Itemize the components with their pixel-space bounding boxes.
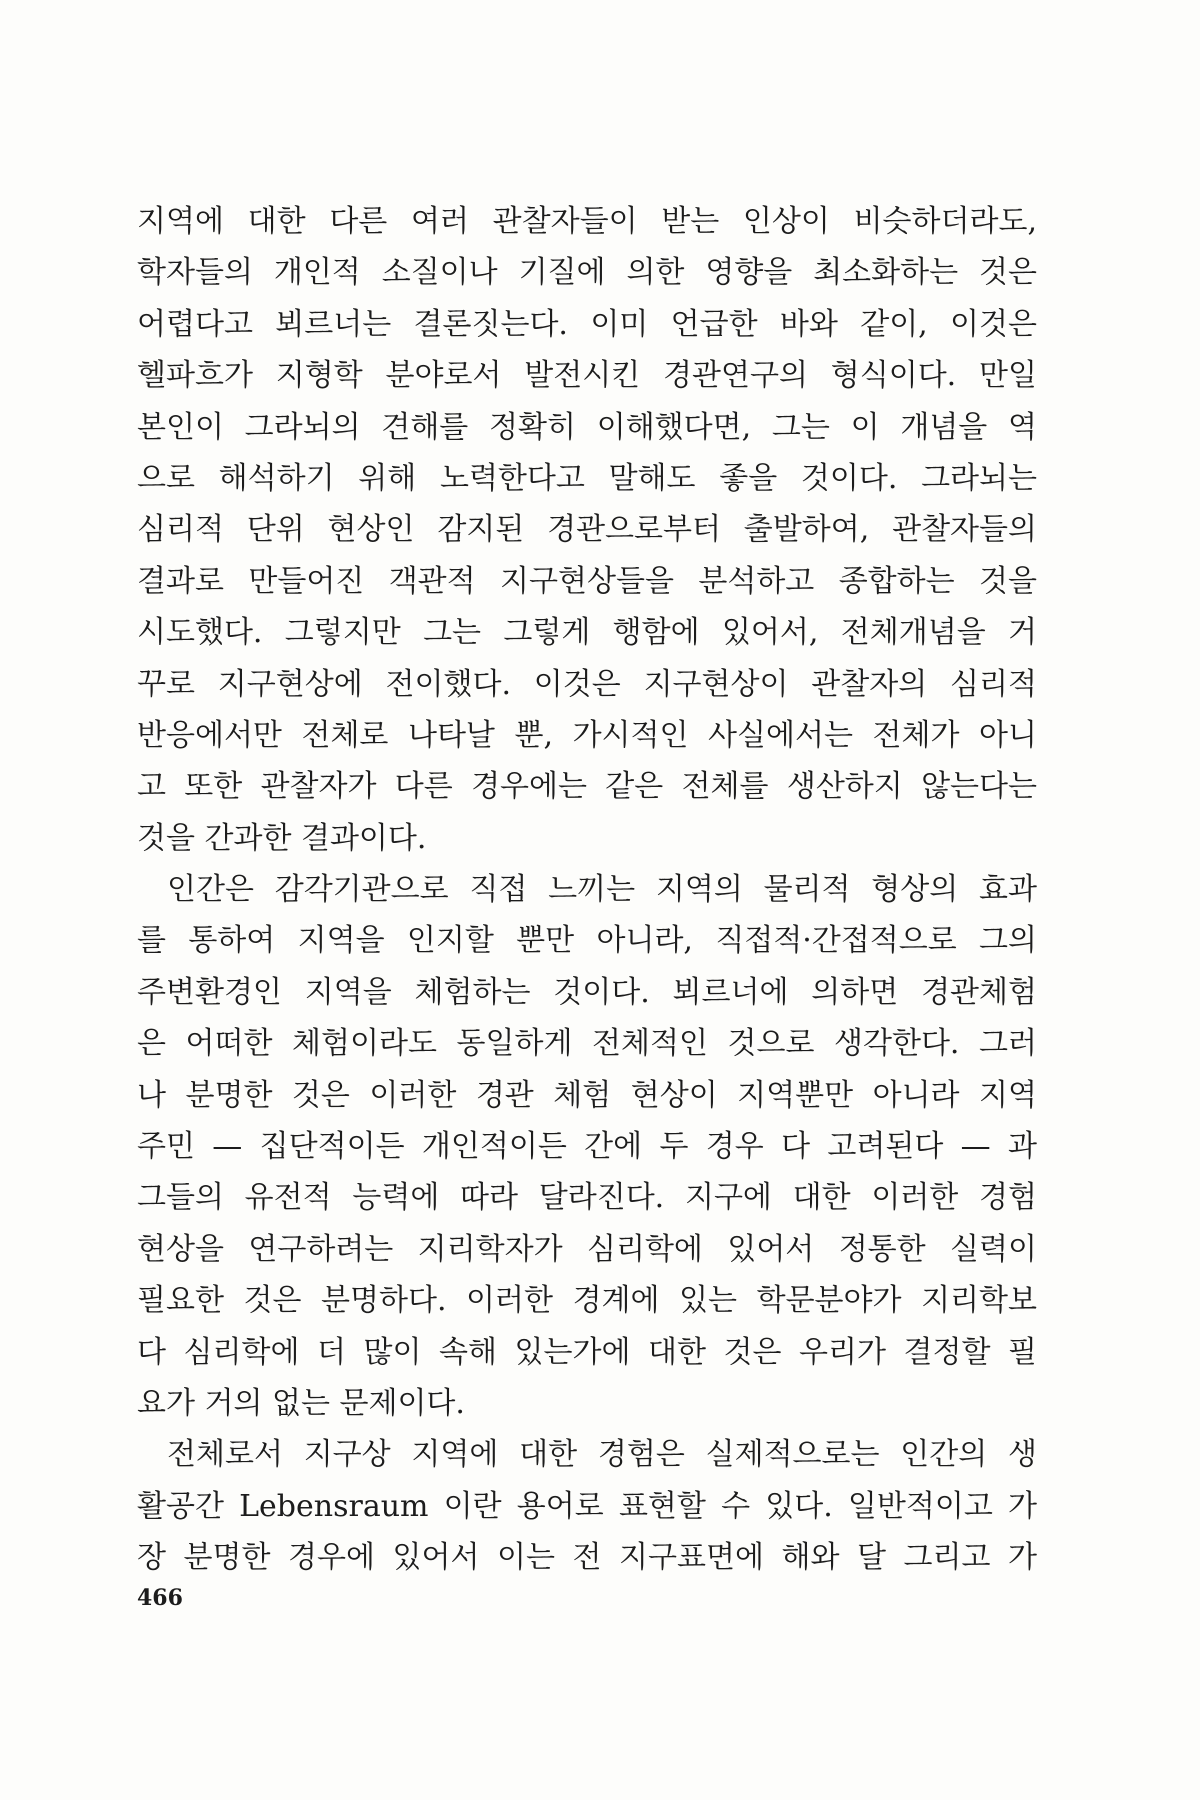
text-line: 그들의 유전적 능력에 따라 달라진다. 지구에 대한 이러한 경험 xyxy=(137,1180,1037,1216)
text-line: 반응에서만 전체로 나타날 뿐, 가시적인 사실에서는 전체가 아니 xyxy=(137,717,1037,753)
paragraph-1 xyxy=(137,196,1037,864)
text-line: 본인이 그라뇌의 견해를 정확히 이해했다면, 그는 이 개념을 역 xyxy=(137,409,1037,445)
text-line: 고 또한 관찰자가 다른 경우에는 같은 전체를 생산하지 않는다는 xyxy=(137,769,1037,805)
text-line: 시도했다. 그렇지만 그는 그렇게 행함에 있어서, 전체개념을 거 xyxy=(137,615,1037,651)
paragraph-3 xyxy=(137,1429,1037,1583)
text-line: 필요한 것은 분명하다. 이러한 경계에 있는 학문분야가 지리학보 xyxy=(137,1283,1037,1319)
text-line: 를 통하여 지역을 인지할 뿐만 아니라, 직접적·간접적으로 그의 xyxy=(137,923,1037,959)
text-line: 다 심리학에 더 많이 속해 있는가에 대한 것은 우리가 결정할 필 xyxy=(137,1334,1037,1370)
text-line: 으로 해석하기 위해 노력한다고 말해도 좋을 것이다. 그라뇌는 xyxy=(137,460,1037,496)
page-number: 466 xyxy=(137,1585,183,1611)
paragraph-2 xyxy=(137,864,1037,1429)
text-line: 주변환경인 지역을 체험하는 것이다. 뵈르너에 의하면 경관체험 xyxy=(137,974,1037,1010)
text-line: 헬파흐가 지형학 분야로서 발전시킨 경관연구의 형식이다. 만일 xyxy=(137,358,1037,394)
text-line: 장 분명한 경우에 있어서 이는 전 지구표면에 해와 달 그리고 가 xyxy=(137,1540,1037,1576)
text-line: 은 어떠한 체험이라도 동일하게 전체적인 것으로 생각한다. 그러 xyxy=(137,1026,1037,1062)
text-line: 학자들의 개인적 소질이나 기질에 의한 영향을 최소화하는 것은 xyxy=(137,255,1037,291)
text-line: 어렵다고 뵈르너는 결론짓는다. 이미 언급한 바와 같이, 이것은 xyxy=(137,306,1037,342)
text-line: 지역에 대한 다른 여러 관찰자들이 받는 인상이 비슷하더라도, xyxy=(137,204,1037,239)
text-line: 인간은 감각기관으로 직접 느끼는 지역의 물리적 형상의 효과 xyxy=(167,872,1037,908)
text-line: 현상을 연구하려는 지리학자가 심리학에 있어서 정통한 실력이 xyxy=(137,1231,1037,1267)
text-line: 나 분명한 것은 이러한 경관 체험 현상이 지역뿐만 아니라 지역 xyxy=(137,1077,1037,1113)
text-line: 활공간 Lebensraum 이란 용어로 표현할 수 있다. 일반적이고 가 xyxy=(137,1488,1037,1524)
text-line: 주민 — 집단적이든 개인적이든 간에 두 경우 다 고려된다 — 과 xyxy=(137,1129,1037,1165)
text-line: 전체로서 지구상 지역에 대한 경험은 실제적으로는 인간의 생 xyxy=(167,1437,1037,1473)
text-line: 요가 거의 없는 문제이다. xyxy=(137,1385,465,1421)
text-line: 꾸로 지구현상에 전이했다. 이것은 지구현상이 관찰자의 심리적 xyxy=(137,666,1037,702)
text-line: 것을 간과한 결과이다. xyxy=(137,820,427,856)
text-line: 결과로 만들어진 객관적 지구현상들을 분석하고 종합하는 것을 xyxy=(137,563,1037,599)
text-line: 심리적 단위 현상인 감지된 경관으로부터 출발하여, 관찰자들의 xyxy=(137,512,1037,548)
body-text xyxy=(137,196,1037,1584)
